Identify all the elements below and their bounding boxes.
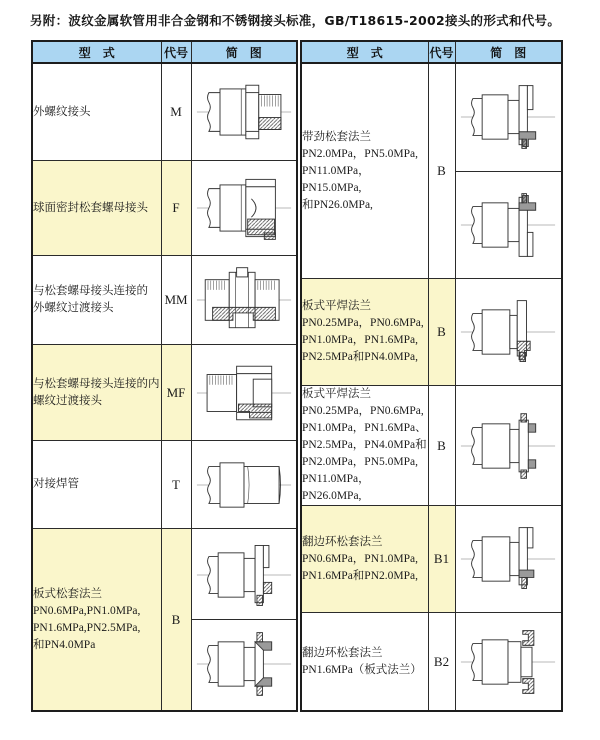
joint-code-cell: B1 xyxy=(428,506,455,613)
joint-code-cell: F xyxy=(161,161,191,256)
diagram-half xyxy=(192,531,297,619)
joint-type-line: 带劲松套法兰 xyxy=(302,130,371,143)
joint-type-cell xyxy=(32,63,161,161)
joint-row xyxy=(32,256,297,345)
joint-row xyxy=(301,386,562,506)
neck-loose-flange-bolt-up-diagram xyxy=(460,191,556,259)
joint-row xyxy=(32,161,297,256)
joint-row xyxy=(32,529,297,712)
joint-code-cell: T xyxy=(161,441,191,529)
joint-type-line: 板式平焊法兰 xyxy=(302,388,371,400)
joint-type-line: 与松套螺母接头连接的 xyxy=(33,285,148,298)
joint-type-cell xyxy=(301,613,428,712)
joint-table-left xyxy=(31,40,298,712)
tables-container xyxy=(31,40,563,712)
joint-type-cell xyxy=(301,63,428,279)
joint-type-cell xyxy=(301,279,428,386)
header-row xyxy=(32,41,297,63)
diagram-stack xyxy=(192,531,297,708)
joint-type-cell xyxy=(32,256,161,345)
joint-type-line: 和PN26.0MPa, xyxy=(302,198,373,211)
joint-type-line: 外螺纹接头 xyxy=(33,105,91,118)
joint-code-cell: M xyxy=(161,63,191,161)
diagram-holder xyxy=(456,393,562,498)
col-header-code: 代号 xyxy=(161,41,191,63)
joint-type-cell xyxy=(301,386,428,506)
diagram-holder xyxy=(192,65,297,159)
female-transition-nipple-diagram xyxy=(196,359,292,427)
joint-type-cell xyxy=(301,506,428,613)
diagram-holder xyxy=(456,613,562,710)
diagram-half xyxy=(456,64,562,171)
joint-diagram-cell xyxy=(455,506,562,613)
joint-row xyxy=(301,63,562,279)
flared-ring-plate-flange-diagram xyxy=(460,628,556,696)
butt-weld-pipe-diagram xyxy=(196,451,292,519)
joint-type-line: 和PN4.0MPa xyxy=(33,638,96,651)
joint-type-line: PN2.0MPa，PN5.0MPa, xyxy=(302,147,418,160)
joint-type-line: 对接焊管 xyxy=(33,478,79,491)
joint-diagram-cell xyxy=(191,529,297,712)
flat-weld-flange-diagram xyxy=(460,298,556,366)
diagram-holder xyxy=(192,442,297,527)
joint-diagram-cell xyxy=(191,161,297,256)
joint-type-cell xyxy=(32,529,161,712)
joint-diagram-cell xyxy=(455,613,562,712)
joint-type-line: PN0.25MPa，PN0.6MPa, xyxy=(302,405,424,417)
joint-type-line: 板式平焊法兰 xyxy=(302,300,371,312)
joint-code-cell: B xyxy=(161,529,191,712)
joint-type-line: 翻边环松套法兰 xyxy=(302,535,383,548)
joint-code-cell: B xyxy=(428,279,455,386)
joint-type-line: PN1.0MPa，PN1.6MPa、 xyxy=(302,422,427,434)
joint-diagram-cell xyxy=(191,345,297,441)
joint-diagram-cell xyxy=(191,63,297,161)
header-row xyxy=(301,41,562,63)
col-header-diagram: 简 图 xyxy=(191,41,297,63)
diagram-half xyxy=(456,171,562,279)
joint-code-cell: B xyxy=(428,63,455,279)
joint-type-line: PN0.25MPa，PN0.6MPa, xyxy=(302,317,424,329)
plate-loose-flange-bolt-down-diagram xyxy=(196,541,292,609)
joint-type-line: PN11.0MPa，PN26.0MPa, xyxy=(302,473,370,502)
joint-diagram-cell xyxy=(455,386,562,506)
joint-code-cell: MM xyxy=(161,256,191,345)
joint-type-line: PN0.6MPa,PN1.0MPa, xyxy=(33,604,141,617)
joint-row xyxy=(32,63,297,161)
joint-row xyxy=(301,506,562,613)
joint-type-line: PN2.0MPa，PN5.0MPa, xyxy=(302,456,418,468)
joint-type-cell xyxy=(32,441,161,529)
col-header-type: 型 式 xyxy=(301,41,428,63)
diagram-holder xyxy=(456,506,562,612)
joint-code-cell: MF xyxy=(161,345,191,441)
neck-loose-flange-bolt-down-diagram xyxy=(460,83,556,151)
diagram-holder xyxy=(192,346,297,439)
joint-code-cell: B xyxy=(428,386,455,506)
flat-weld-flange-double-diagram xyxy=(460,412,556,480)
diagram-holder xyxy=(192,257,297,343)
joint-type-line: PN1.0MPa，PN1.6MPa, xyxy=(302,334,418,346)
col-header-type: 型 式 xyxy=(32,41,161,63)
joint-type-line: 翻边环松套法兰 xyxy=(302,646,383,659)
joint-type-line: 螺纹过渡接头 xyxy=(33,394,102,407)
col-header-diagram: 简 图 xyxy=(455,41,562,63)
plate-loose-flange-double-bolt-diagram xyxy=(196,630,292,698)
joint-type-cell xyxy=(32,345,161,441)
joint-table-right xyxy=(300,40,563,712)
joint-type-line: PN1.6MPa,PN2.5MPa, xyxy=(33,621,141,634)
diagram-holder xyxy=(192,162,297,254)
joint-row xyxy=(301,613,562,712)
joint-row xyxy=(301,279,562,386)
joint-type-cell xyxy=(32,161,161,256)
male-transition-nipple-diagram xyxy=(196,266,292,334)
joint-diagram-cell xyxy=(191,256,297,345)
diagram-stack xyxy=(456,64,562,278)
male-thread-joint-diagram xyxy=(196,78,292,146)
joint-row xyxy=(32,441,297,529)
joint-type-line: 外螺纹过渡接头 xyxy=(33,302,114,315)
page-title: 另附：波纹金属软管用非合金钢和不锈钢接头标准，GB/T18615-2002接头的形式和代号。 xyxy=(30,13,561,28)
flared-ring-loose-flange-diagram xyxy=(460,525,556,593)
joint-type-line: PN2.5MPa，PN4.0MPa和 xyxy=(302,439,427,451)
joint-type-line: 球面密封松套螺母接头 xyxy=(33,201,148,214)
joint-diagram-cell xyxy=(455,63,562,279)
joint-type-line: PN0.6MPa，PN1.0MPa, xyxy=(302,552,418,565)
diagram-holder xyxy=(456,279,562,385)
diagram-half xyxy=(192,619,297,708)
joint-diagram-cell xyxy=(455,279,562,386)
joint-code-cell: B2 xyxy=(428,613,455,712)
col-header-code: 代号 xyxy=(428,41,455,63)
joint-diagram-cell xyxy=(191,441,297,529)
sphere-seal-loose-nut-joint-diagram xyxy=(196,174,292,242)
joint-type-line: PN2.5MPa和PN4.0MPa, xyxy=(302,351,418,363)
joint-type-line: PN1.6MPa和PN2.0MPa, xyxy=(302,569,418,582)
joint-type-line: 板式松套法兰 xyxy=(33,587,102,600)
joint-row xyxy=(32,345,297,441)
joint-type-line: PN11.0MPa，PN15.0MPa, xyxy=(302,164,370,194)
joint-type-line: PN1.6MPa（板式法兰） xyxy=(302,663,422,676)
joint-type-line: 与松套螺母接头连接的内 xyxy=(33,377,160,390)
